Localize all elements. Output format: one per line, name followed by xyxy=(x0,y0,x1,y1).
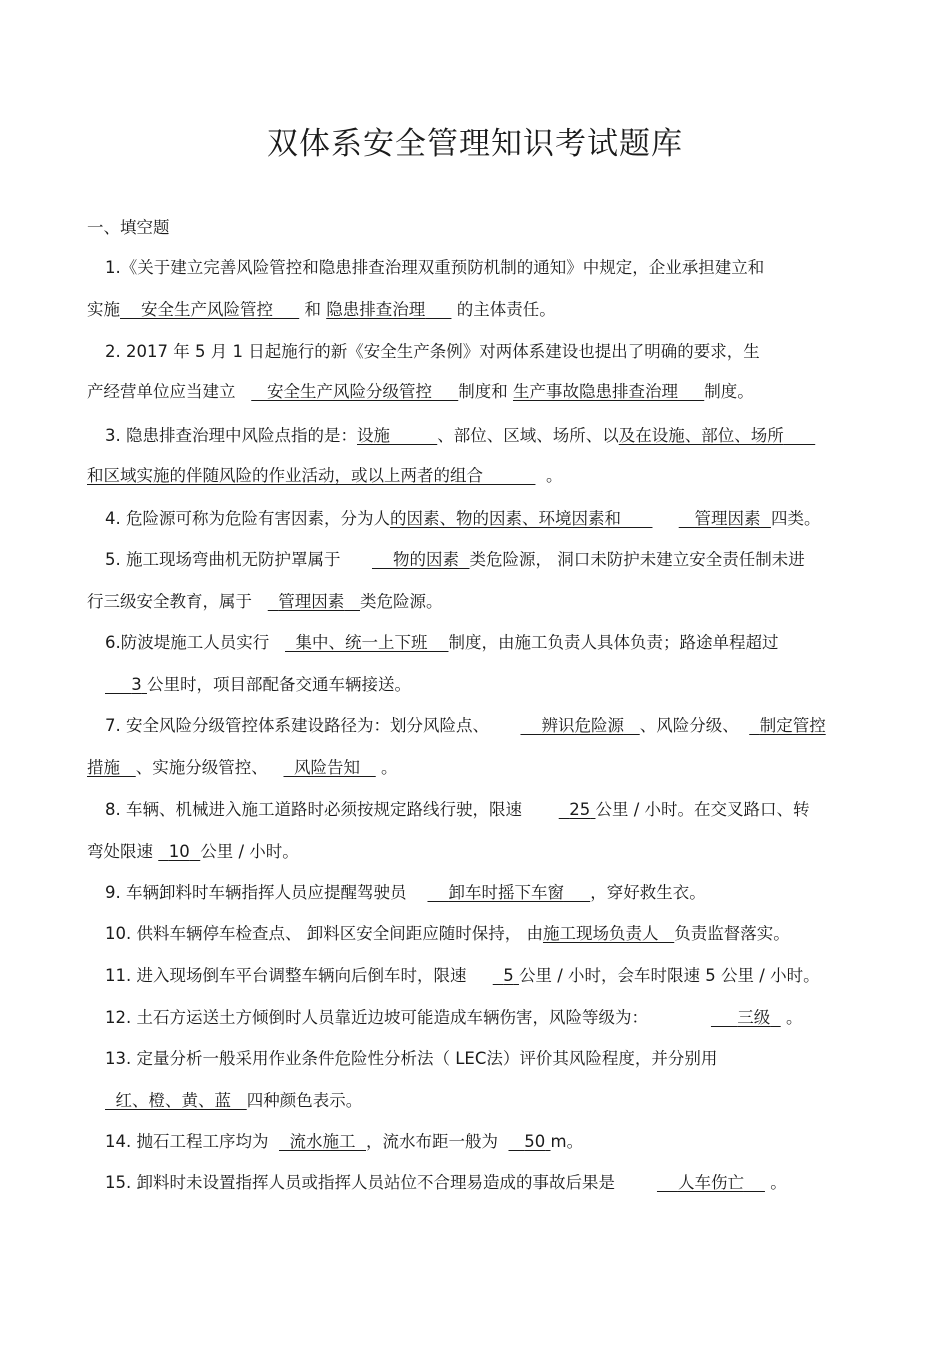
text-segment: 5 xyxy=(503,966,514,985)
answer-blank xyxy=(509,1132,551,1151)
question-4-line-1 xyxy=(105,507,820,531)
text-segment: m。 xyxy=(550,1132,584,1151)
text-segment: 红、橙、黄、蓝 xyxy=(115,1091,231,1110)
answer-blank xyxy=(513,382,704,401)
answer-blank xyxy=(559,800,596,819)
text-segment: 公里时，项目部配备交通车辆接送。 xyxy=(146,675,411,694)
text-segment: 产经营单位应当建立 xyxy=(87,382,236,401)
answer-blank xyxy=(679,509,771,528)
text-segment: ，穿好救生衣。 xyxy=(590,883,706,902)
text-segment: 弯处限速 xyxy=(87,842,153,861)
answer-blank xyxy=(372,550,469,569)
answer-blank xyxy=(105,675,147,694)
answer-blank xyxy=(619,426,815,445)
text-segment: 制度和 xyxy=(458,382,508,401)
text-segment: 。 xyxy=(770,1173,787,1192)
text-segment: 三级 xyxy=(737,1008,771,1027)
question-3-line-1 xyxy=(105,424,815,448)
text-segment: 管理因素 xyxy=(694,509,761,528)
text-segment: 50 xyxy=(524,1132,546,1151)
answer-blank xyxy=(657,1173,765,1192)
text-segment: 流水施工 xyxy=(289,1132,356,1151)
question-6-line-1 xyxy=(105,631,778,655)
answer-blank xyxy=(390,509,652,528)
question-8-line-2 xyxy=(87,840,299,864)
text-segment: 7. 安全风险分级管控体系建设路径为：划分风险点、 xyxy=(105,716,489,735)
text-segment: 施工现场负责人 xyxy=(542,924,659,943)
text-segment: 类危险源， 洞口未防护未建立安全责任制未进 xyxy=(469,550,805,569)
answer-blank xyxy=(749,716,826,735)
question-15-line-1 xyxy=(105,1171,787,1195)
question-11-line-1 xyxy=(105,964,820,988)
text-segment: 5. 施工现场弯曲机无防护罩属于 xyxy=(105,550,341,569)
text-segment: 设施 xyxy=(357,426,390,445)
question-8-line-1 xyxy=(105,798,810,822)
text-segment: 公里 / 小时。在交叉路口、转 xyxy=(595,800,810,819)
text-segment: 人车伤亡 xyxy=(677,1173,744,1192)
text-segment: 四种颜色表示。 xyxy=(246,1091,363,1110)
page-title: 双体系安全管理知识考试题库 xyxy=(267,126,683,162)
question-12-line-1 xyxy=(105,1006,802,1030)
text-segment: 10 xyxy=(168,842,190,861)
question-13-line-1 xyxy=(105,1047,717,1071)
question-5-line-2 xyxy=(87,590,443,614)
answer-blank xyxy=(105,1091,247,1110)
text-segment: 的因素、物的因素、环境因素和 xyxy=(390,509,621,528)
answer-blank xyxy=(326,300,451,319)
question-10-line-1 xyxy=(105,922,790,946)
answer-blank xyxy=(427,883,590,902)
text-segment: 负责监督落实。 xyxy=(674,924,790,943)
text-segment: 制度，由施工负责人具体负责；路途单程超过 xyxy=(448,633,779,652)
answer-blank xyxy=(711,1008,781,1027)
text-segment: 卸车时摇下车窗 xyxy=(448,883,564,902)
text-segment: 。 xyxy=(381,758,398,777)
answer-blank xyxy=(357,426,437,445)
answer-blank xyxy=(284,758,376,777)
answer-blank xyxy=(285,633,448,652)
text-segment: 及在设施、部位、场所 xyxy=(618,426,784,445)
question-7-line-1 xyxy=(105,714,826,738)
answer-blank xyxy=(158,842,200,861)
answer-blank xyxy=(87,758,136,777)
question-2-line-2 xyxy=(87,380,754,404)
text-segment: 、风险分级、 xyxy=(639,716,739,735)
section-heading: 一、填空题 xyxy=(87,218,170,237)
text-segment: 的主体责任。 xyxy=(456,300,556,319)
question-1-line-1 xyxy=(105,256,764,280)
text-segment: 、实施分级管控、 xyxy=(135,758,268,777)
text-segment: 四类。 xyxy=(770,509,821,528)
question-14-line-1 xyxy=(105,1130,583,1154)
text-segment: 3. 隐患排查治理中风险点指的是： xyxy=(105,426,357,445)
question-7-line-2 xyxy=(87,756,398,780)
text-segment: 和区域实施的伴随风险的作业活动，或以上两者的组合 xyxy=(87,466,483,485)
question-3-line-2 xyxy=(87,464,562,488)
text-segment: 公里 / 小时，会车时限速 5 公里 / 小时。 xyxy=(518,966,820,985)
text-segment: 安全生产风险管控 xyxy=(140,300,273,319)
text-segment: 4. 危险源可称为危险有害因素，分为人 xyxy=(105,509,390,528)
answer-blank xyxy=(493,966,519,985)
text-segment: 。 xyxy=(785,1008,803,1027)
text-segment: 公里 / 小时。 xyxy=(200,842,299,861)
answer-blank xyxy=(251,382,458,401)
text-segment: ，流水布距一般为 xyxy=(366,1132,498,1151)
question-2-line-1 xyxy=(105,340,760,364)
text-segment: 行三级安全教育，属于 xyxy=(87,592,252,611)
text-segment: 管理因素 xyxy=(278,592,345,611)
text-segment: 8. 车辆、机械进入施工道路时必须按规定路线行驶，限速 xyxy=(105,800,522,819)
question-5-line-1 xyxy=(105,548,805,572)
text-segment: 10. 供料车辆停车检查点、 卸料区安全间距应随时保持， 由 xyxy=(105,924,543,943)
answer-blank xyxy=(120,300,299,319)
text-segment: 类危险源。 xyxy=(360,592,443,611)
text-segment: 6.防波堤施工人员实行 xyxy=(105,633,270,652)
text-segment: 安全生产风险分级管控 xyxy=(267,382,432,401)
text-segment: 15. 卸料时未设置指挥人员或指挥人员站位不合理易造成的事故后果是 xyxy=(105,1173,615,1192)
text-segment: 物的因素 xyxy=(392,550,459,569)
text-segment: 、部位、区域、场所、以 xyxy=(437,426,619,445)
answer-blank xyxy=(520,716,639,735)
text-segment: 集中、统一上下班 xyxy=(295,633,428,652)
text-segment: 制定管控 xyxy=(759,716,826,735)
text-segment: 。 xyxy=(545,466,563,485)
text-segment: 生产事故隐患排查治理 xyxy=(512,382,678,401)
text-segment: 3 xyxy=(131,675,142,694)
answer-blank xyxy=(87,466,535,485)
text-segment: 隐患排查治理 xyxy=(326,300,426,319)
text-segment: 12. 土石方运送土方倾倒时人员靠近边坡可能造成车辆伤害，风险等级为： xyxy=(105,1008,648,1027)
text-segment: 11. 进入现场倒车平台调整车辆向后倒车时，限速 xyxy=(105,966,467,985)
text-segment: 25 xyxy=(569,800,591,819)
text-segment: 9. 车辆卸料时车辆指挥人员应提醒驾驶员 xyxy=(105,883,407,902)
answer-blank xyxy=(543,924,674,943)
answer-blank xyxy=(279,1132,366,1151)
question-9-line-1 xyxy=(105,881,706,905)
text-segment: 13. 定量分析一般采用作业条件危险性分析法（ LEC法）评价其风险程度，并分别用 xyxy=(105,1049,718,1068)
text-segment: 风险告知 xyxy=(294,758,360,777)
text-segment: 和 xyxy=(304,300,321,319)
answer-blank xyxy=(268,592,360,611)
text-segment: 实施 xyxy=(87,300,120,319)
text-segment: 措施 xyxy=(87,758,120,777)
question-6-line-2 xyxy=(105,673,411,697)
text-segment: 辨识危险源 xyxy=(541,716,624,735)
text-segment: 1.《关于建立完善风险管控和隐患排查治理双重预防机制的通知》中规定，企业承担建立和 xyxy=(105,258,765,277)
question-13-line-2 xyxy=(105,1089,362,1113)
text-segment: 2. 2017 年 5 月 1 日起施行的新《安全生产条例》对两体系建设也提出了明确的要求，生 xyxy=(105,342,760,361)
text-segment: 制度。 xyxy=(704,382,754,401)
text-segment: 14. 抛石工程工序均为 xyxy=(105,1132,269,1151)
question-1-line-2 xyxy=(87,298,556,322)
